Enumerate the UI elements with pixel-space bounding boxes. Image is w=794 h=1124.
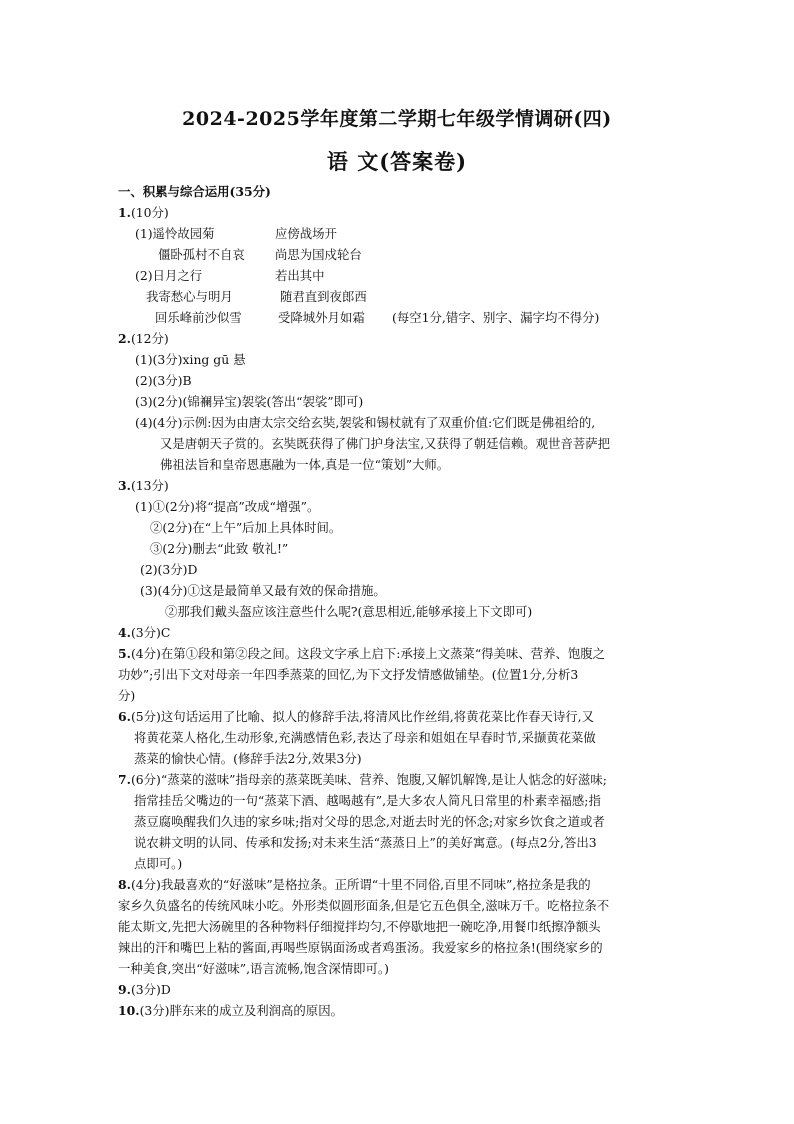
q3-header bbox=[118, 478, 169, 494]
q8-l2: 家乡久负盛名的传统风味小吃。外形类似圆形面条,但是它五色俱全,滋味万千。吃格拉条不 bbox=[118, 898, 610, 913]
q6-l2: 将黄花菜人格化,生动形象,充满感情色彩,表达了母亲和姐姐在早春时节,采撷黄花菜做 bbox=[134, 730, 596, 745]
q1-l5b: 受降城外月如霜 bbox=[278, 310, 365, 325]
q6-l1: (5分)这句话运用了比喻、拟人的修辞手法,将清风比作丝绢,将黄花菜比作春天诗行,又 bbox=[130, 709, 594, 724]
q5-line-1 bbox=[118, 646, 605, 662]
q7-l2: 指常挂岳父嘴边的一句“蒸菜下酒、越喝越有”,是大多农人简凡日常里的朴素幸福感;指 bbox=[134, 793, 601, 808]
q3-l1: (1)①(2分)将“提高”改成“增强”。 bbox=[135, 499, 320, 514]
q5-l1: (4分)在第①段和第②段之间。这段文字承上启下:承接上文蒸菜“得美味、营养、饱腹之 bbox=[130, 646, 606, 661]
section-heading: 一、积累与综合运用(35分) bbox=[118, 184, 271, 199]
q1-l5c: (每空1分,错字、别字、漏字均不得分) bbox=[392, 310, 600, 325]
q1-header bbox=[118, 205, 169, 221]
q2-l5: 又是唐朝天子赏的。玄奘既获得了佛门护身法宝,又获得了朝廷信赖。观世音菩萨把 bbox=[160, 436, 611, 451]
q7-l3: 蒸豆腐唤醒我们久违的家乡味;指对父母的思念,对逝去时光的怀念;对家乡饮食之道或者 bbox=[134, 814, 605, 829]
q3-number: 3. bbox=[118, 478, 131, 493]
q4 bbox=[118, 625, 170, 641]
q1-l3a: (2)日月之行 bbox=[135, 268, 203, 283]
page-subtitle: 语 文(答案卷) bbox=[326, 149, 468, 174]
q3-score: (13分) bbox=[130, 478, 169, 493]
q8-l4: 辣出的汗和嘴巴上粘的酱面,再喝些原锅面汤或者鸡蛋汤。我爱家乡的格拉条!(围绕家乡的 bbox=[118, 940, 603, 955]
q7-number: 7. bbox=[118, 772, 131, 787]
q2-score: (12分) bbox=[130, 331, 169, 346]
q8-line-1 bbox=[118, 877, 591, 893]
q2-number: 2. bbox=[118, 331, 131, 346]
q5-l2: 功妙”;引出下文对母亲一年四季蒸菜的回忆,为下文抒发情感做铺垫。(位置1分,分析3 bbox=[118, 667, 579, 682]
q1-l4b: 随君直到夜郎西 bbox=[280, 289, 367, 304]
q8-l3: 能太斯文,先把大汤碗里的各种物料仔细搅拌均匀,不停歇地把一碗吃净,用餐巾纸擦净额头 bbox=[118, 919, 601, 934]
q9-text: (3分)D bbox=[130, 982, 171, 997]
q2-l2: (2)(3分)B bbox=[135, 373, 192, 388]
q1-l5a: 回乐峰前沙似雪 bbox=[155, 310, 242, 325]
q8-number: 8. bbox=[118, 877, 131, 892]
q9-number: 9. bbox=[118, 982, 131, 997]
q4-text: (3分)C bbox=[130, 625, 171, 640]
q6-l3: 蒸菜的愉快心情。(修辞手法2分,效果3分) bbox=[134, 751, 362, 766]
q3-l5: (3)(4分)①这是最简单又最有效的保命措施。 bbox=[140, 583, 386, 598]
q7-line-1 bbox=[118, 772, 607, 788]
q3-l2: ②(2分)在“上午”后加上具体时间。 bbox=[150, 520, 342, 535]
q1-l2a: 僵卧孤村不自哀 bbox=[158, 247, 245, 262]
q10 bbox=[118, 1003, 343, 1019]
q1-number: 1. bbox=[118, 205, 131, 220]
q2-l6: 佛祖法旨和皇帝恩惠融为一体,真是一位“策划”大师。 bbox=[160, 457, 450, 472]
q3-l6: ②那我们戴头盔应该注意些什么呢?(意思相近,能够承接上下文即可) bbox=[165, 604, 533, 619]
q9 bbox=[118, 982, 171, 998]
q1-l3b: 若出其中 bbox=[275, 268, 325, 283]
q10-number: 10. bbox=[118, 1003, 140, 1018]
q1-l4a: 我寄愁心与明月 bbox=[146, 289, 233, 304]
q1-line-1 bbox=[135, 226, 215, 242]
q2-l1: (1)(3分)xing gū 悬 bbox=[135, 352, 246, 367]
q2-header bbox=[118, 331, 169, 347]
q5-l3: 分) bbox=[118, 688, 136, 703]
q8-l5: 一种美食,突出“好滋味”,语言流畅,饱含深情即可。) bbox=[118, 961, 389, 976]
q3-l3: ③(2分)删去“此致 敬礼!” bbox=[150, 541, 289, 556]
page-title: 2024-2025学年度第二学期七年级学情调研(四) bbox=[182, 108, 612, 130]
q5-number: 5. bbox=[118, 646, 131, 661]
q1-l1a: (1)遥怜故园菊 bbox=[135, 226, 215, 241]
q10-text: (3分)胖东来的成立及利润高的原因。 bbox=[139, 1003, 343, 1018]
q2-l4: (4)(4分)示例:因为由唐太宗交给玄奘,袈裟和锡杖就有了双重价值:它们既是佛祖给的, bbox=[135, 415, 596, 430]
q8-l1: (4分)我最喜欢的“好滋味”是格拉条。正所谓“十里不同俗,百里不同味”,格拉条是我的 bbox=[130, 877, 591, 892]
q7-l4: 说农耕文明的认同、传承和发扬;对未来生活“蒸蒸日上”的美好寓意。(每点2分,答出3 bbox=[134, 835, 597, 850]
q7-l1: (6分)“蒸菜的滋味”指母亲的蒸菜既美味、营养、饱腹,又解饥解馋,是让人惦念的好滋味; bbox=[130, 772, 607, 787]
q4-number: 4. bbox=[118, 625, 131, 640]
q2-l3: (3)(2分)(锦襕异宝)袈裟(答出“袈裟”即可) bbox=[135, 394, 364, 409]
q6-number: 6. bbox=[118, 709, 131, 724]
q3-l4: (2)(3分)D bbox=[140, 562, 198, 577]
q6-line-1 bbox=[118, 709, 594, 725]
q1-score: (10分) bbox=[130, 205, 169, 220]
q7-l5: 点即可。) bbox=[134, 856, 183, 871]
q1-l1b: 应傍战场开 bbox=[275, 226, 337, 241]
q1-l2b: 尚思为国戍轮台 bbox=[275, 247, 362, 262]
